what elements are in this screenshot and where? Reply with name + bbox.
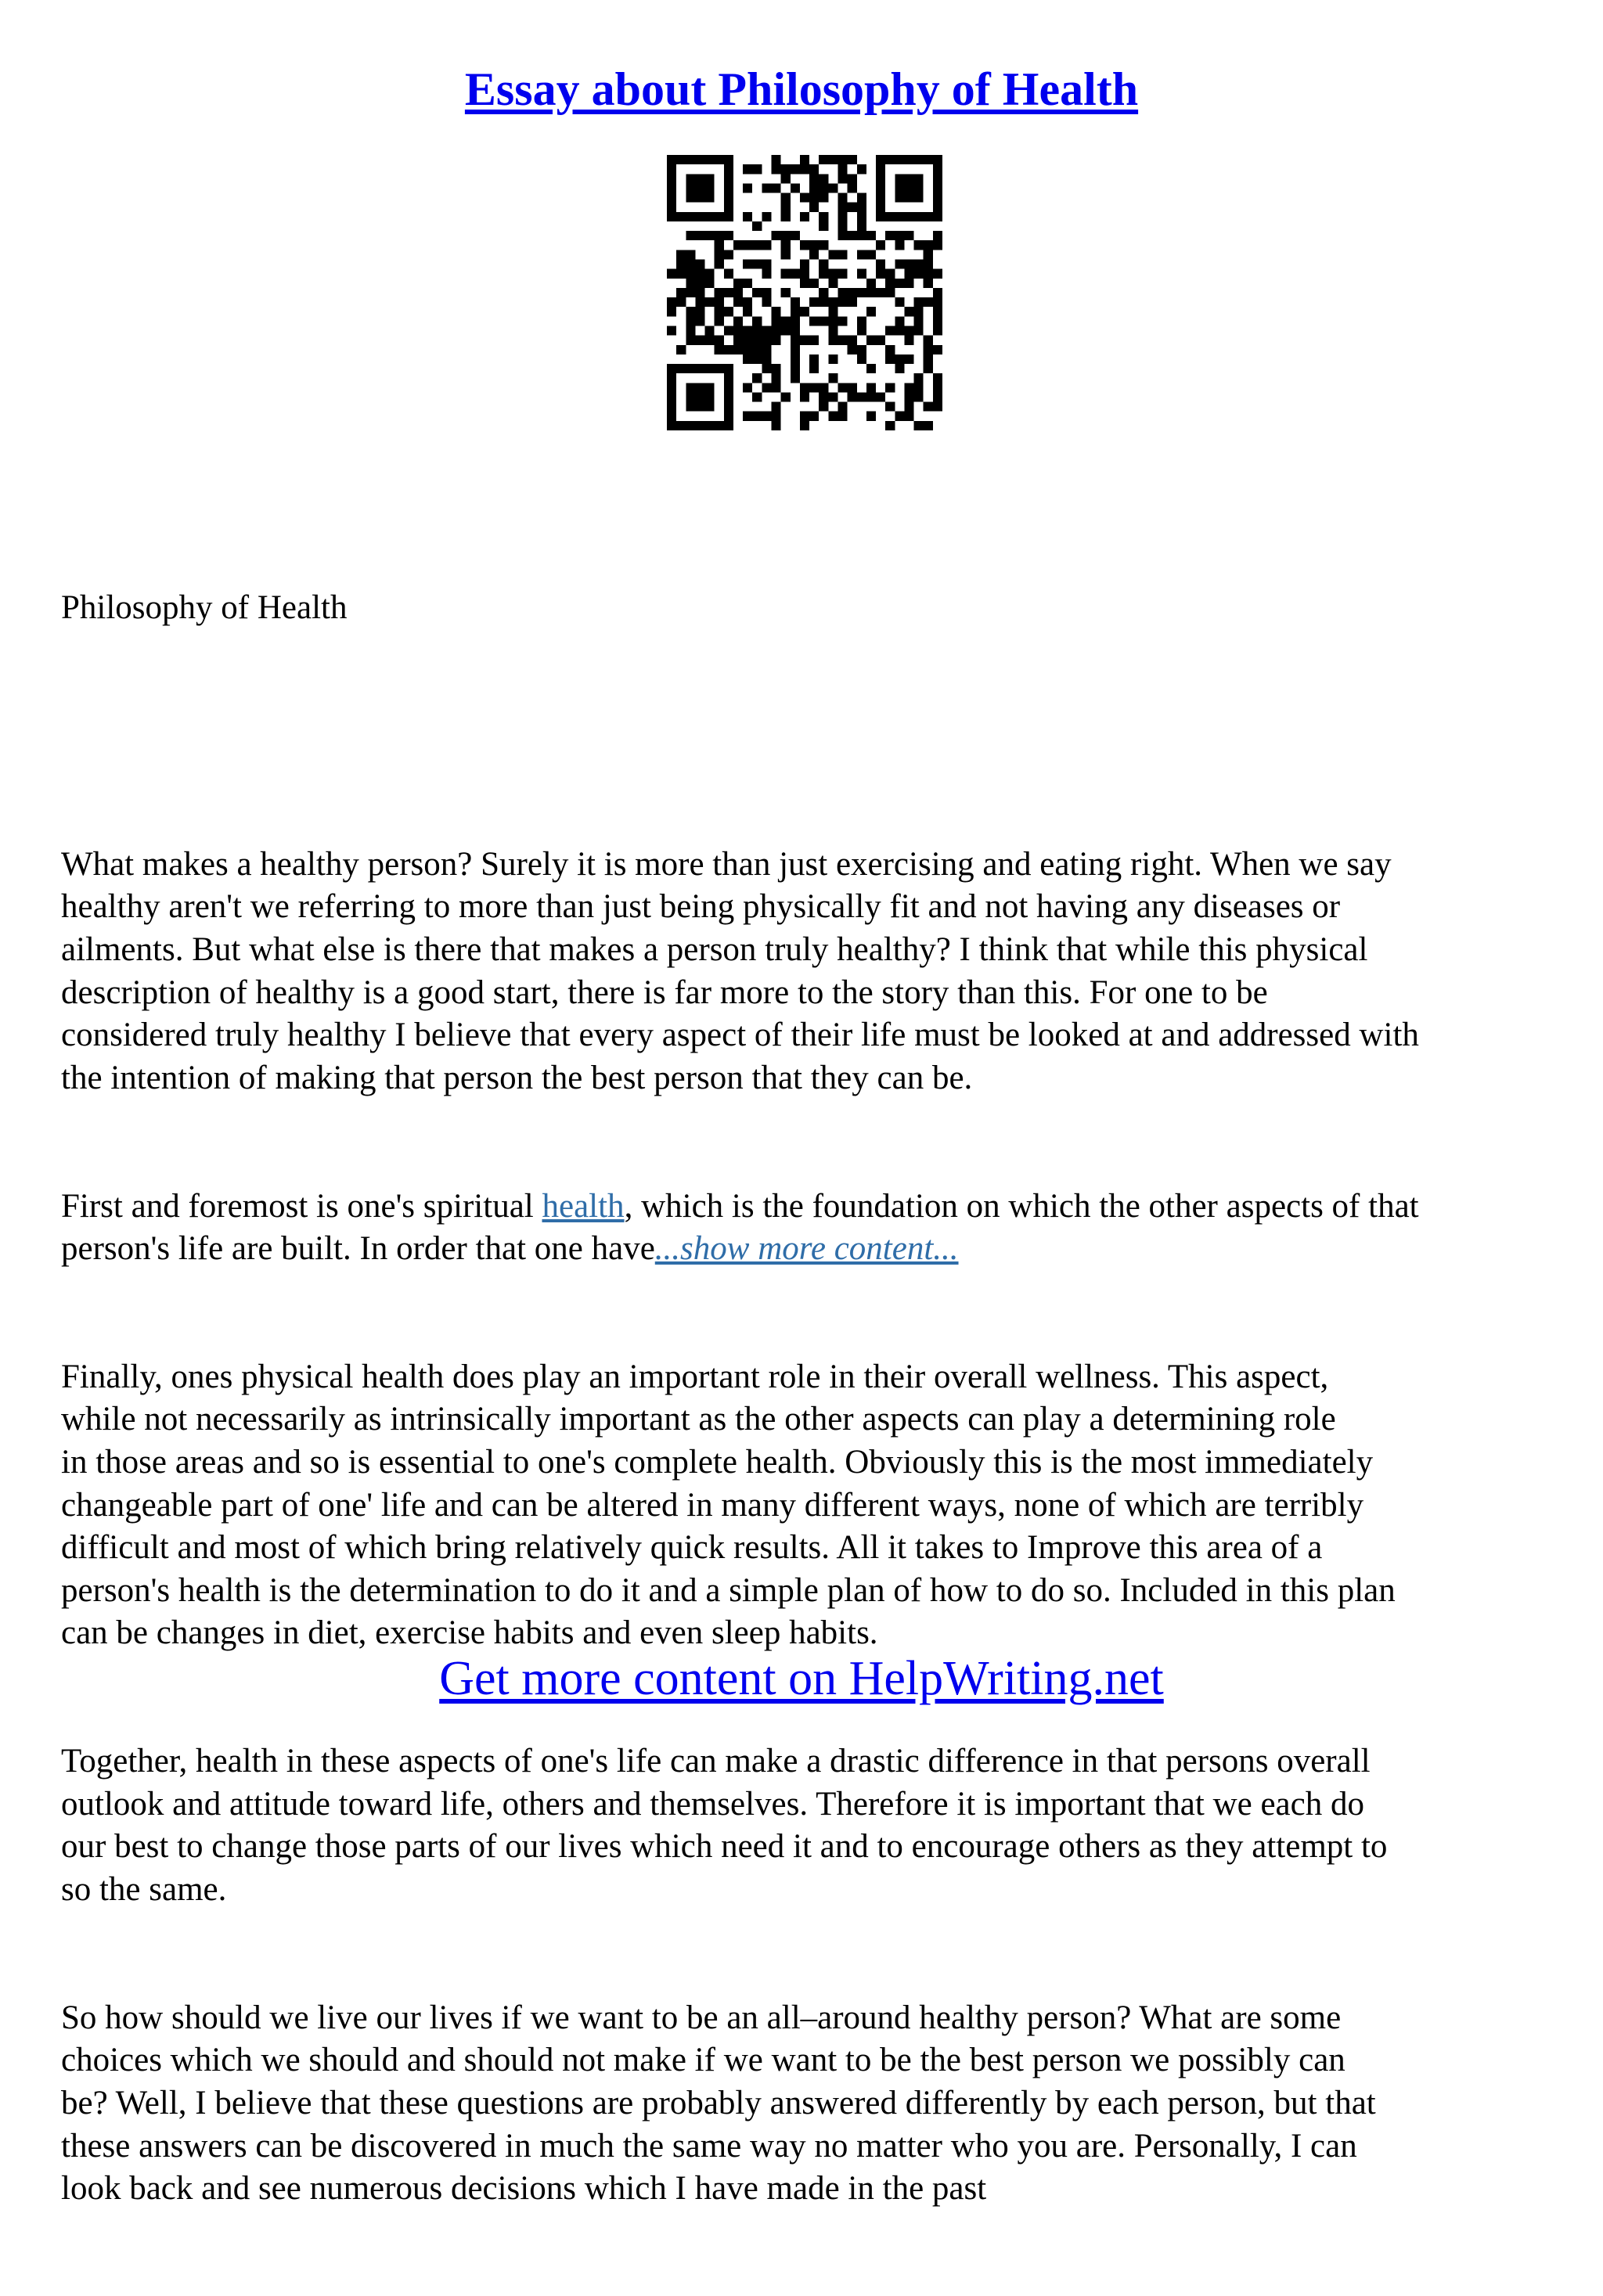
document-title xyxy=(0,58,1603,121)
footer-link[interactable]: Get more content on HelpWriting.net xyxy=(439,1652,1164,1705)
paragraph-2 xyxy=(61,1186,1548,1271)
paragraph-4: Together, health in these aspects of one's life can make a drastic difference in that persons overall outlook and attitude toward life, others and themselves. Therefore it is important that we each do our best to change those parts of our lives which need it and to encourage others as they attempt to so the same. xyxy=(61,1743,1388,1908)
paragraph-3: Finally, ones physical health does play an important role in their overall wellness. This aspect, while not necessarily as intrinsically important as the other aspects can play a determining role in those areas and so is essential to one's complete health. Obviously this is the most immediately changeable part of one' life and can be altered in many different ways, none of which are terribly difficult and most of which bring relatively quick results. All it takes to Improve this area of a person's health is the determination to do it and a simple plan of how to do so. Included in this plan can be changes in diet, exercise habits and even sleep habits. xyxy=(61,1358,1396,1652)
essay-heading: Philosophy of Health xyxy=(61,589,348,627)
paragraph-2-start: First and foremost is one's spiritual xyxy=(61,1187,542,1225)
health-link[interactable]: health xyxy=(542,1187,625,1225)
paragraph-gap xyxy=(61,715,1548,758)
show-more-link[interactable]: ...show more content... xyxy=(654,1230,959,1268)
qr-code-icon xyxy=(667,155,942,430)
paragraph-5: So how should we live our lives if we want to be an all–around healthy person? What are some choices which we should and should not make if we want to be the best person we possibly can be? Well, I believe that these questions are probably answered differently by each person, but that these answers can be discovered in much the same way no matter who you are. Personally, I can look back and see numerous decisions which I have made in the past xyxy=(61,1999,1376,2208)
title-link[interactable]: Essay about Philosophy of Health xyxy=(464,63,1139,115)
footer xyxy=(0,1647,1603,1710)
qr-code-graphic xyxy=(667,155,942,430)
paragraph-2-end: , which is the foundation on which the other aspects of that person's life are built. In order that one have xyxy=(61,1187,1419,1268)
paragraph-1: What makes a healthy person? Surely it is more than just exercising and eating right. When we say healthy aren't we referring to more than just being physically fit and not having any diseases or ailments. But what else is there that makes a person truly healthy? I think that while this physical description of healthy is a good start, there is far more to the story than this. For one to be considered truly healthy I believe that every aspect of their life must be looked at and addressed with the intention of making that person the best person that they can be. xyxy=(61,845,1419,1096)
essay-body xyxy=(61,502,1548,2296)
